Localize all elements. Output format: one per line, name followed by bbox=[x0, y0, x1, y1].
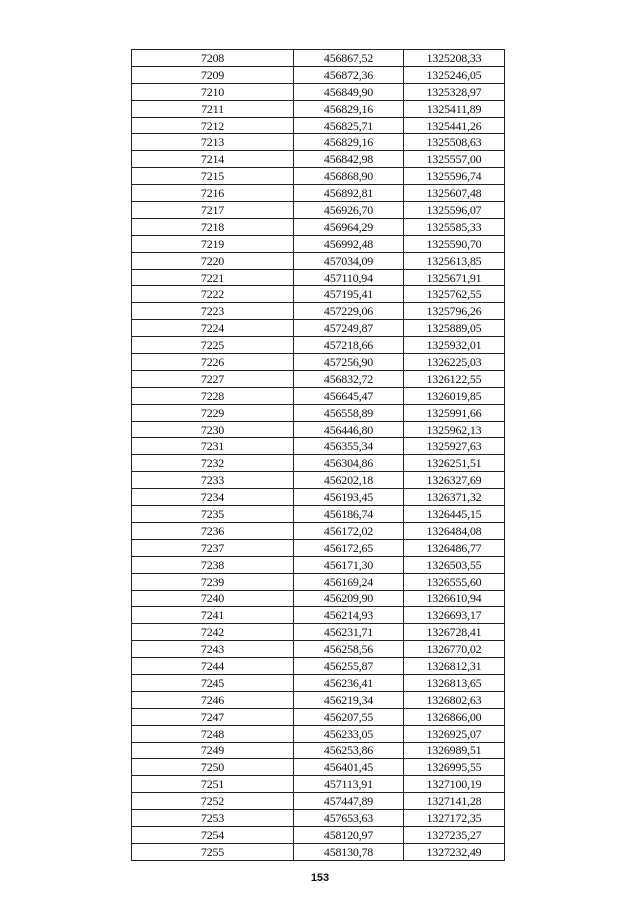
x-coordinate-cell: 456186,74 bbox=[294, 506, 404, 523]
table-row bbox=[132, 641, 505, 658]
point-id-cell: 7251 bbox=[132, 776, 294, 793]
table-row bbox=[132, 489, 505, 506]
y-coordinate-cell: 1325962,13 bbox=[404, 421, 505, 438]
table-row bbox=[132, 354, 505, 371]
y-coordinate-cell: 1326503,55 bbox=[404, 556, 505, 573]
y-coordinate-cell: 1325596,74 bbox=[404, 168, 505, 185]
point-id-cell: 7231 bbox=[132, 438, 294, 455]
y-coordinate-cell: 1325671,91 bbox=[404, 269, 505, 286]
table-row bbox=[132, 202, 505, 219]
point-id-cell: 7214 bbox=[132, 151, 294, 168]
table-row bbox=[132, 624, 505, 641]
point-id-cell: 7235 bbox=[132, 506, 294, 523]
y-coordinate-cell: 1327141,28 bbox=[404, 793, 505, 810]
x-coordinate-cell: 456832,72 bbox=[294, 370, 404, 387]
x-coordinate-cell: 456645,47 bbox=[294, 387, 404, 404]
table-row bbox=[132, 66, 505, 83]
x-coordinate-cell: 456193,45 bbox=[294, 489, 404, 506]
y-coordinate-cell: 1325441,26 bbox=[404, 117, 505, 134]
point-id-cell: 7223 bbox=[132, 303, 294, 320]
x-coordinate-cell: 456169,24 bbox=[294, 573, 404, 590]
y-coordinate-cell: 1327235,27 bbox=[404, 826, 505, 843]
x-coordinate-cell: 456868,90 bbox=[294, 168, 404, 185]
table-row bbox=[132, 759, 505, 776]
y-coordinate-cell: 1326989,51 bbox=[404, 742, 505, 759]
x-coordinate-cell: 457110,94 bbox=[294, 269, 404, 286]
table-row bbox=[132, 708, 505, 725]
point-id-cell: 7210 bbox=[132, 83, 294, 100]
y-coordinate-cell: 1326925,07 bbox=[404, 725, 505, 742]
y-coordinate-cell: 1325613,85 bbox=[404, 252, 505, 269]
x-coordinate-cell: 456255,87 bbox=[294, 658, 404, 675]
y-coordinate-cell: 1326371,32 bbox=[404, 489, 505, 506]
y-coordinate-cell: 1326866,00 bbox=[404, 708, 505, 725]
table-row bbox=[132, 691, 505, 708]
x-coordinate-cell: 457034,09 bbox=[294, 252, 404, 269]
y-coordinate-cell: 1326327,69 bbox=[404, 472, 505, 489]
y-coordinate-cell: 1325607,48 bbox=[404, 185, 505, 202]
y-coordinate-cell: 1326225,03 bbox=[404, 354, 505, 371]
table-row bbox=[132, 843, 505, 860]
x-coordinate-cell: 456872,36 bbox=[294, 66, 404, 83]
x-coordinate-cell: 456209,90 bbox=[294, 590, 404, 607]
point-id-cell: 7208 bbox=[132, 50, 294, 67]
x-coordinate-cell: 456964,29 bbox=[294, 218, 404, 235]
x-coordinate-cell: 458120,97 bbox=[294, 826, 404, 843]
x-coordinate-cell: 456867,52 bbox=[294, 50, 404, 67]
table-row bbox=[132, 826, 505, 843]
x-coordinate-cell: 456446,80 bbox=[294, 421, 404, 438]
point-id-cell: 7244 bbox=[132, 658, 294, 675]
x-coordinate-cell: 457218,66 bbox=[294, 337, 404, 354]
table-row bbox=[132, 810, 505, 827]
x-coordinate-cell: 456258,56 bbox=[294, 641, 404, 658]
table-row bbox=[132, 50, 505, 67]
point-id-cell: 7240 bbox=[132, 590, 294, 607]
point-id-cell: 7234 bbox=[132, 489, 294, 506]
x-coordinate-cell: 456172,02 bbox=[294, 522, 404, 539]
table-row bbox=[132, 455, 505, 472]
point-id-cell: 7209 bbox=[132, 66, 294, 83]
point-id-cell: 7246 bbox=[132, 691, 294, 708]
y-coordinate-cell: 1326019,85 bbox=[404, 387, 505, 404]
table-row bbox=[132, 303, 505, 320]
x-coordinate-cell: 456992,48 bbox=[294, 235, 404, 252]
x-coordinate-cell: 456233,05 bbox=[294, 725, 404, 742]
point-id-cell: 7220 bbox=[132, 252, 294, 269]
x-coordinate-cell: 456172,65 bbox=[294, 539, 404, 556]
x-coordinate-cell: 456219,34 bbox=[294, 691, 404, 708]
y-coordinate-cell: 1325889,05 bbox=[404, 320, 505, 337]
x-coordinate-cell: 456401,45 bbox=[294, 759, 404, 776]
point-id-cell: 7245 bbox=[132, 674, 294, 691]
table-row bbox=[132, 117, 505, 134]
y-coordinate-cell: 1326802,63 bbox=[404, 691, 505, 708]
x-coordinate-cell: 457195,41 bbox=[294, 286, 404, 303]
y-coordinate-cell: 1327100,19 bbox=[404, 776, 505, 793]
table-row bbox=[132, 185, 505, 202]
y-coordinate-cell: 1325796,26 bbox=[404, 303, 505, 320]
x-coordinate-cell: 457229,06 bbox=[294, 303, 404, 320]
x-coordinate-cell: 456253,86 bbox=[294, 742, 404, 759]
y-coordinate-cell: 1325927,63 bbox=[404, 438, 505, 455]
point-id-cell: 7230 bbox=[132, 421, 294, 438]
table-row bbox=[132, 320, 505, 337]
page-number: 153 bbox=[310, 872, 330, 884]
table-row bbox=[132, 404, 505, 421]
y-coordinate-cell: 1326812,31 bbox=[404, 658, 505, 675]
table-row bbox=[132, 438, 505, 455]
y-coordinate-cell: 1325208,33 bbox=[404, 50, 505, 67]
point-id-cell: 7242 bbox=[132, 624, 294, 641]
table-row bbox=[132, 168, 505, 185]
y-coordinate-cell: 1326122,55 bbox=[404, 370, 505, 387]
table-row bbox=[132, 235, 505, 252]
point-id-cell: 7219 bbox=[132, 235, 294, 252]
x-coordinate-cell: 458130,78 bbox=[294, 843, 404, 860]
y-coordinate-cell: 1326728,41 bbox=[404, 624, 505, 641]
table-row bbox=[132, 337, 505, 354]
x-coordinate-cell: 456829,16 bbox=[294, 100, 404, 117]
table-row bbox=[132, 83, 505, 100]
y-coordinate-cell: 1325991,66 bbox=[404, 404, 505, 421]
table-row bbox=[132, 725, 505, 742]
x-coordinate-cell: 456829,16 bbox=[294, 134, 404, 151]
y-coordinate-cell: 1325932,01 bbox=[404, 337, 505, 354]
point-id-cell: 7213 bbox=[132, 134, 294, 151]
y-coordinate-cell: 1326251,51 bbox=[404, 455, 505, 472]
y-coordinate-cell: 1326484,08 bbox=[404, 522, 505, 539]
table-row bbox=[132, 573, 505, 590]
y-coordinate-cell: 1325508,63 bbox=[404, 134, 505, 151]
y-coordinate-cell: 1325246,05 bbox=[404, 66, 505, 83]
table-row bbox=[132, 100, 505, 117]
table-row bbox=[132, 793, 505, 810]
x-coordinate-cell: 456202,18 bbox=[294, 472, 404, 489]
y-coordinate-cell: 1325557,00 bbox=[404, 151, 505, 168]
y-coordinate-cell: 1326610,94 bbox=[404, 590, 505, 607]
table-body bbox=[132, 50, 505, 861]
point-id-cell: 7226 bbox=[132, 354, 294, 371]
table-row bbox=[132, 607, 505, 624]
table-row bbox=[132, 506, 505, 523]
point-id-cell: 7211 bbox=[132, 100, 294, 117]
point-id-cell: 7238 bbox=[132, 556, 294, 573]
point-id-cell: 7222 bbox=[132, 286, 294, 303]
point-id-cell: 7252 bbox=[132, 793, 294, 810]
x-coordinate-cell: 456236,41 bbox=[294, 674, 404, 691]
x-coordinate-cell: 456171,30 bbox=[294, 556, 404, 573]
table-row bbox=[132, 674, 505, 691]
table-row bbox=[132, 556, 505, 573]
point-id-cell: 7216 bbox=[132, 185, 294, 202]
y-coordinate-cell: 1326555,60 bbox=[404, 573, 505, 590]
table-row bbox=[132, 522, 505, 539]
table-row bbox=[132, 151, 505, 168]
table-row bbox=[132, 658, 505, 675]
x-coordinate-cell: 456842,98 bbox=[294, 151, 404, 168]
point-id-cell: 7253 bbox=[132, 810, 294, 827]
x-coordinate-cell: 456825,71 bbox=[294, 117, 404, 134]
y-coordinate-cell: 1325411,89 bbox=[404, 100, 505, 117]
x-coordinate-cell: 457653,63 bbox=[294, 810, 404, 827]
table-row bbox=[132, 776, 505, 793]
point-id-cell: 7250 bbox=[132, 759, 294, 776]
point-id-cell: 7255 bbox=[132, 843, 294, 860]
point-id-cell: 7217 bbox=[132, 202, 294, 219]
y-coordinate-cell: 1325590,70 bbox=[404, 235, 505, 252]
table-row bbox=[132, 742, 505, 759]
table-row bbox=[132, 370, 505, 387]
y-coordinate-cell: 1325585,33 bbox=[404, 218, 505, 235]
y-coordinate-cell: 1326995,55 bbox=[404, 759, 505, 776]
x-coordinate-cell: 456355,34 bbox=[294, 438, 404, 455]
y-coordinate-cell: 1326445,15 bbox=[404, 506, 505, 523]
point-id-cell: 7239 bbox=[132, 573, 294, 590]
table-row bbox=[132, 472, 505, 489]
point-id-cell: 7229 bbox=[132, 404, 294, 421]
x-coordinate-cell: 457256,90 bbox=[294, 354, 404, 371]
point-id-cell: 7232 bbox=[132, 455, 294, 472]
table-row bbox=[132, 252, 505, 269]
y-coordinate-cell: 1327172,35 bbox=[404, 810, 505, 827]
point-id-cell: 7254 bbox=[132, 826, 294, 843]
point-id-cell: 7233 bbox=[132, 472, 294, 489]
point-id-cell: 7241 bbox=[132, 607, 294, 624]
point-id-cell: 7224 bbox=[132, 320, 294, 337]
point-id-cell: 7221 bbox=[132, 269, 294, 286]
point-id-cell: 7236 bbox=[132, 522, 294, 539]
y-coordinate-cell: 1327232,49 bbox=[404, 843, 505, 860]
point-id-cell: 7218 bbox=[132, 218, 294, 235]
x-coordinate-cell: 456892,81 bbox=[294, 185, 404, 202]
table-row bbox=[132, 421, 505, 438]
table-row bbox=[132, 134, 505, 151]
point-id-cell: 7243 bbox=[132, 641, 294, 658]
point-id-cell: 7227 bbox=[132, 370, 294, 387]
point-id-cell: 7247 bbox=[132, 708, 294, 725]
y-coordinate-cell: 1326813,65 bbox=[404, 674, 505, 691]
table-row bbox=[132, 286, 505, 303]
table-row bbox=[132, 269, 505, 286]
x-coordinate-cell: 456207,55 bbox=[294, 708, 404, 725]
point-id-cell: 7225 bbox=[132, 337, 294, 354]
x-coordinate-cell: 456214,93 bbox=[294, 607, 404, 624]
x-coordinate-cell: 457249,87 bbox=[294, 320, 404, 337]
coordinates-table bbox=[131, 49, 505, 861]
x-coordinate-cell: 457447,89 bbox=[294, 793, 404, 810]
table-row bbox=[132, 539, 505, 556]
point-id-cell: 7215 bbox=[132, 168, 294, 185]
table-row bbox=[132, 387, 505, 404]
x-coordinate-cell: 456849,90 bbox=[294, 83, 404, 100]
x-coordinate-cell: 456304,86 bbox=[294, 455, 404, 472]
x-coordinate-cell: 456231,71 bbox=[294, 624, 404, 641]
y-coordinate-cell: 1326486,77 bbox=[404, 539, 505, 556]
y-coordinate-cell: 1325328,97 bbox=[404, 83, 505, 100]
table-row bbox=[132, 590, 505, 607]
y-coordinate-cell: 1326770,02 bbox=[404, 641, 505, 658]
x-coordinate-cell: 456926,70 bbox=[294, 202, 404, 219]
x-coordinate-cell: 456558,89 bbox=[294, 404, 404, 421]
y-coordinate-cell: 1326693,17 bbox=[404, 607, 505, 624]
y-coordinate-cell: 1325596,07 bbox=[404, 202, 505, 219]
table-row bbox=[132, 218, 505, 235]
point-id-cell: 7248 bbox=[132, 725, 294, 742]
point-id-cell: 7249 bbox=[132, 742, 294, 759]
x-coordinate-cell: 457113,91 bbox=[294, 776, 404, 793]
point-id-cell: 7237 bbox=[132, 539, 294, 556]
point-id-cell: 7212 bbox=[132, 117, 294, 134]
y-coordinate-cell: 1325762,55 bbox=[404, 286, 505, 303]
point-id-cell: 7228 bbox=[132, 387, 294, 404]
